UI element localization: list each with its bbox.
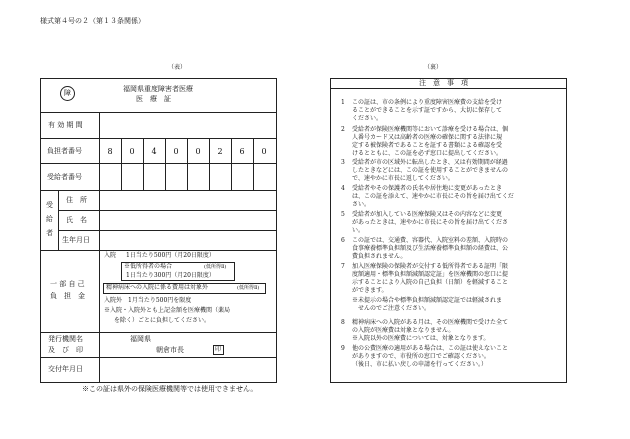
- rule: [209, 138, 210, 190]
- note-text-line: 他の公費医療の適用がある場合は、この証は使えないこと: [352, 345, 509, 352]
- note-number: 7: [341, 263, 345, 270]
- note-number: 4: [341, 185, 345, 192]
- note-text-line: 食事療養標準負担額及び生活療養標準負担額の経費は、公: [352, 245, 509, 252]
- footer-note: ※この証は県外の保険医療機関等では使用できません。: [82, 385, 258, 393]
- rule: [58, 210, 277, 211]
- note-text-line: この証は、市の条例により重度障害医療費の支給を受け: [352, 99, 503, 106]
- note-text-line: い。: [352, 227, 365, 234]
- note-number: 3: [341, 159, 345, 166]
- rule: [40, 250, 277, 251]
- copay-remark: ※入院・入院外とも上記金額を医療機関（薬局: [104, 307, 231, 314]
- recipient-number-label: 受給者番号: [47, 173, 82, 181]
- name-label: 氏 名: [66, 216, 87, 224]
- rule: [121, 138, 122, 190]
- issuer-label: 発行機関名: [48, 335, 83, 343]
- note-number: 9: [341, 345, 345, 352]
- note-text-line: ※入院以外の医療費については、対象となります。: [352, 335, 490, 342]
- note-text-line: けるとともに、この証を必ず窓口に提出してください。: [352, 150, 503, 157]
- rule: [40, 357, 277, 358]
- back-side-label: （裏）: [424, 64, 443, 71]
- birth-date-label: 生年月日: [62, 236, 90, 244]
- seal-char: 障: [64, 89, 71, 97]
- payer-digit: 0: [173, 147, 179, 156]
- note-text-line: さい。: [352, 201, 371, 208]
- rule: [40, 138, 277, 139]
- copay-line: 1日当たり300円（月20日限度）: [126, 272, 215, 279]
- note-text-line: （後日、市に払い戻しの申請を行ってください。）: [352, 361, 488, 368]
- address-label: 住 所: [66, 196, 87, 204]
- rule: [40, 190, 277, 191]
- rule: [187, 138, 188, 190]
- note-text-line: 人番号カード又は高齢者の医療の確保に関する法律に規: [352, 134, 503, 141]
- note-text-line: 費負担されません。: [352, 253, 407, 260]
- copay-low-income-note: (低所得Ⅱ): [204, 264, 227, 270]
- note-number: 6: [341, 237, 345, 244]
- note-text-line: は、この証を添えて、速やかに市長にその旨を届け出てくだ: [352, 193, 514, 200]
- copay-remark-2: を除く）ごとに負担してください。: [114, 317, 211, 324]
- issuer-label-2: 及 び 印: [48, 346, 83, 354]
- rule: [40, 332, 277, 333]
- rule: [99, 112, 100, 383]
- copay-line: 1日当たり500円（月20日限度）: [126, 252, 215, 259]
- note-text-line: 受給者が加入している医療保険又はその内容などに変更: [352, 211, 503, 218]
- payer-digit: 8: [107, 147, 113, 156]
- note-text-line: この証では、交通費、容器代、入院室料の差額、入院時の: [352, 237, 509, 244]
- note-number: 5: [341, 211, 345, 218]
- psych-note: 精神病床への入院に係る費用は対象外: [106, 284, 209, 291]
- copay-label: 一 部 自 己: [50, 280, 85, 288]
- note-number: 1: [341, 99, 345, 106]
- card-header-subtitle: 医 療 証: [136, 95, 171, 103]
- front-side-label: （表）: [168, 64, 187, 71]
- note-text-line: ください。: [352, 115, 383, 122]
- issue-date-label: 交付年月日: [48, 365, 83, 373]
- note-text-line: 定する被保険者であることを証する書類による確認を受: [352, 142, 503, 149]
- issuer-prefecture: 福岡県: [130, 335, 151, 343]
- card-header-title: 福岡県重度障害者医療: [123, 85, 193, 93]
- issuer-city: 朝倉市長: [156, 346, 184, 354]
- outpatient-line: 入院外 1月当たり500円を限度: [104, 297, 192, 304]
- note-text-line: 受給者が市の区域外に転出したとき、又は有効期間が経過: [352, 159, 508, 166]
- form-id: 様式第４号の２（第１３条関係）: [40, 17, 145, 25]
- rule: [58, 230, 277, 231]
- issuer-stamp: 印: [215, 346, 222, 353]
- copay-inpatient-label: 入院: [104, 252, 117, 259]
- payer-digit: 6: [239, 147, 245, 156]
- recipient-group-label: 受給者: [46, 201, 53, 237]
- payer-digit: 0: [129, 147, 135, 156]
- note-text-line: があったときは、速やかに市長にその旨を届け出てくださ: [352, 219, 508, 226]
- note-text-line: 受給者が保険医療機関等において診療を受ける場合は、個: [352, 126, 509, 133]
- payer-digit: 2: [217, 147, 223, 156]
- note-text-line: ができます。: [352, 287, 388, 294]
- notes-title: 注 意 事 項: [419, 79, 468, 87]
- rule: [253, 138, 254, 190]
- copay-label-2: 負 担 金: [50, 292, 85, 300]
- payer-digit: 0: [195, 147, 201, 156]
- note-text-line: 受給者やその保護者の氏名や居住地に変更があったとき: [352, 185, 502, 192]
- note-text-line: 加入医療保険の保険者が交付する低所得者である証明「限: [352, 263, 509, 270]
- note-number: 8: [341, 319, 345, 326]
- note-text-line: ※未提示の場合や標準負担額減額認定証では軽減されま: [352, 297, 503, 304]
- note-text-line: 度額適用・標準負担額減額認定証」を医療機関の窓口に提: [352, 271, 509, 278]
- note-text-line: 精神病床への入院がある月は、その医療機関で受けた全て: [352, 319, 509, 326]
- note-text-line: の入院が医療費は対象となりません。: [352, 327, 455, 334]
- rule: [40, 112, 277, 113]
- note-number: 2: [341, 126, 345, 133]
- rule: [40, 163, 277, 164]
- rule: [165, 138, 166, 190]
- rule: [143, 138, 144, 190]
- rule: [58, 190, 59, 250]
- validity-label: 有 効 期 間: [48, 121, 83, 129]
- rule: [231, 138, 232, 190]
- payer-number-label: 負担者番号: [47, 147, 82, 155]
- note-text-line: がありますので、市役所の窓口でご確認ください。: [352, 353, 490, 360]
- note-text-line: で、速やかに市長に返してください。: [352, 175, 454, 182]
- payer-digit: 4: [151, 147, 157, 156]
- rule: [330, 88, 567, 89]
- copay-line: ※低所得者の場合: [124, 263, 173, 270]
- payer-digit: 0: [261, 147, 267, 156]
- psych-note-small: (低所得Ⅱ): [237, 285, 260, 291]
- note-text-line: したときなどには、この証を使用することができませんの: [352, 167, 509, 174]
- note-text-line: せんのでご注意ください。: [352, 305, 431, 312]
- note-text-line: 示することにより入院の自己負担（日額）を軽減すること: [352, 279, 509, 286]
- note-text-line: ることができることを示す証ですから、大切に保存して: [352, 107, 503, 114]
